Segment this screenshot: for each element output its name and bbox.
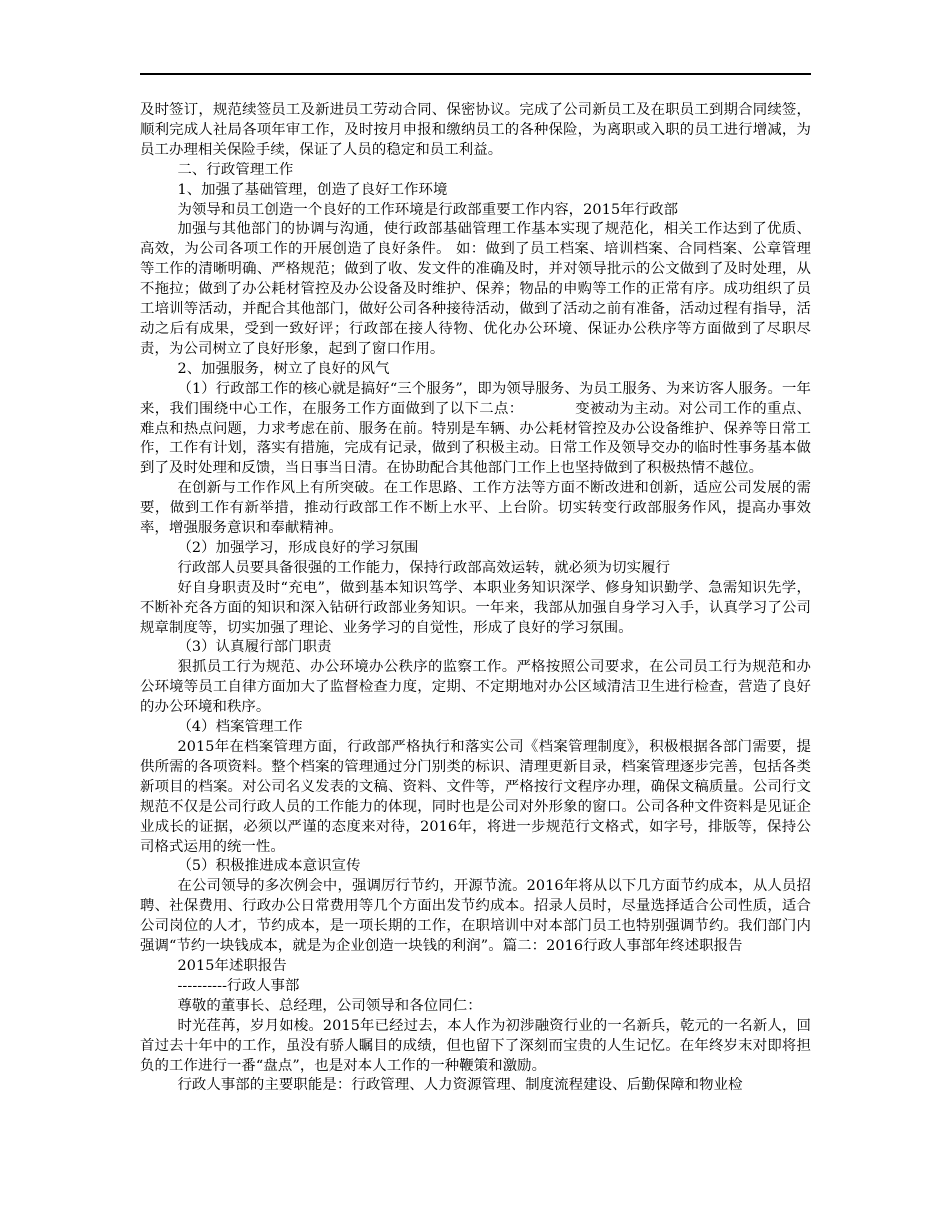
body-paragraph: 在创新与工作作风上有所突破。在工作思路、工作方法等方面不断改进和创新，适应公司发展的需要，做到工作有新举措，推动行政部工作不断上水平、上台阶。切实转变行政部服务作风，提高办事效率，增强服务意识和奉献精神。: [140, 480, 811, 537]
subsection-heading: 2、加强服务，树立了良好的风气: [177, 360, 390, 377]
body-paragraph: 行政人事部的主要职能是：行政管理、人力资源管理、制度流程建设、后勤保障和物业检: [177, 1077, 743, 1094]
body-paragraph: 行政部人员要具备很强的工作能力，保持行政部高效运转，就必须为切实履行: [177, 559, 671, 576]
body-paragraph: 2015年在档案管理方面，行政部严格执行和落实公司《档案管理制度》，积极根据各部门需要，提供所需的各项资料。整个档案的管理通过分门别类的标识、清理更新目录，档案管理逐步完善，包括各类新项目的档案。对公司名义发表的文稿、资料、文件等，严格按行文程序办理，确保文稿质量。公司行文规范不仅是公司行政人员的工作能力的体现，同时也是公司对外形象的窗口。公司各种文件资料是见证企业成长的证据，必须以严谨的态度来对待，2016年，将进一步规范行文格式，如字号，排版等，保持公司格式运用的统一性。: [140, 739, 811, 855]
body-paragraph: 及时签订，规范续签员工及新进员工劳动合同、保密协议。完成了公司新员工及在职员工到期合同续签，顺利完成人社局各项年审工作，及时按月申报和缴纳员工的各种保险，为离职或入职的员工进行增减，为员工办理相关保险手续，保证了人员的稳定和员工利益。: [140, 102, 811, 158]
body-paragraph: 在公司领导的多次例会中，强调厉行节约，开源节流。2016年将从以下几方面节约成本，从人员招聘、社保费用、行政办公日常费用等几个方面出发节约成本。招录人员时，尽量选择适合公司性质，适合公司岗位的人才，节约成本，是一项长期的工作，在职培训中对本部门员工也特别强调节约。我们部门内强调“节约一块钱成本，就是为企业创造一块钱的利润”。篇二：2016行政人事部年终述职报告: [140, 878, 811, 955]
body-paragraph: 狠抓员工行为规范、办公环境办公秩序的监察工作。严格按照公司要求，在公司员工行为规范和办公环境等员工自律方面加大了监督检查力度，定期、不定期地对办公区域清洁卫生进行检查，营造了良好的办公环境和秩序。: [140, 659, 811, 716]
report-title: 2015年述职报告: [177, 957, 287, 974]
document-body: [140, 101, 811, 1096]
section-heading: 二、行政管理工作: [177, 161, 294, 178]
body-paragraph: 为领导和员工创造一个良好的工作环境是行政部重要工作内容，2015年行政部: [177, 201, 679, 218]
item-heading: （5）积极推进成本意识宣传: [177, 858, 361, 875]
subsection-heading: 1、加强了基础管理，创造了良好工作环境: [177, 181, 448, 198]
body-paragraph: 时光荏苒，岁月如梭。2015年已经过去，本人作为初涉融资行业的一名新兵，乾元的一名新人，回首过去十年中的工作，虽没有骄人瞩目的成绩，但也留下了深刻而宝贵的人生记忆。在年终岁末对即将担负的工作进行一番“盘点”，也是对本人工作的一种鞭策和激励。: [140, 1017, 811, 1074]
body-paragraph: 好自身职责及时“充电”，做到基本知识笃学、本职业务知识深学、修身知识勤学、急需知识先学，不断补充各方面的知识和深入钻研行政部业务知识。一年来，我部从加强自身学习入手，认真学习了公司规章制度等，切实加强了理论、业务学习的自觉性，形成了良好的学习氛围。: [140, 579, 811, 636]
salutation: 尊敬的董事长、总经理，公司领导和各位同仁：: [177, 997, 482, 1014]
body-paragraph: 加强与其他部门的协调与沟通，使行政部基础管理工作基本实现了规范化，相关工作达到了优质、高效，为公司各项工作的开展创造了良好条件。 如：做到了员工档案、培训档案、合同档案、公章管理等工作的清晰明确、严格规范；做到了收、发文件的准确及时，并对领导批示的公文做到了及时处理，从不拖拉；做到了办公耗材管控及办公设备及时维护、保养；物品的申购等工作的正常有序。成功组织了员工培训等活动，并配合其他部门，做好公司各种接待活动，做到了活动之前有准备，活动过程有指导，活动之后有成果，受到一致好评；行政部在接人待物、优化办公环境、保证办公秩序等方面做到了尽职尽责，为公司树立了良好形象，起到了窗口作用。: [140, 221, 811, 357]
report-department: ----------行政人事部: [177, 977, 300, 994]
item-heading: （3）认真履行部门职责: [177, 639, 332, 656]
body-paragraph: （1）行政部工作的核心就是搞好“三个服务”，即为领导服务、为员工服务、为来访客人服务。一年来，我们围绕中心工作，在服务工作方面做到了以下二点： 变被动为主动。对公司工作的重点、难点和热点问题，力求考虑在前、服务在前。特别是车辆、办公耗材管控及办公设备维护、保养等日常工作，工作有计划，落实有措施，完成有记录，做到了积极主动。日常工作及领导交办的临时性事务基本做到了及时处理和反馈，当日事当日清。在协助配合其他部门工作上也坚持做到了积极热情不越位。: [140, 380, 811, 477]
header-rule: [140, 73, 811, 75]
item-heading: （2）加强学习，形成良好的学习氛围: [177, 539, 419, 556]
item-heading: （4）档案管理工作: [177, 719, 303, 736]
